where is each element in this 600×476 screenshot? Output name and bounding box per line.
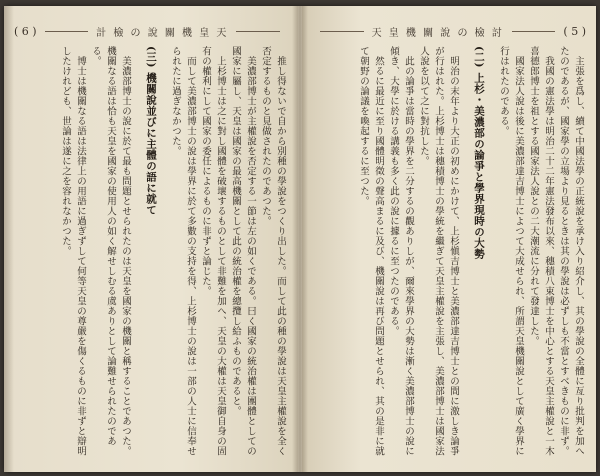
paragraph: 國家法人說は後に美濃部達吉博士によつて大成せられ、所謂天皇機關說として廣く學界に行はれたのである。: [498, 46, 524, 456]
book-spread: [4, 6, 596, 472]
book-gutter: [292, 6, 308, 472]
paragraph: 主張を爲し、續て中國法學の正統說を承け入り紹介し、其の學說の全體に亙り批判を加へたのであるが、國家學の立場より見るときは其の學說は必ずしも不當とすべきものに非ず。: [558, 46, 584, 456]
right-running-title: 天 皇 機 關 說 の 檢 討: [371, 27, 504, 39]
paragraph: 明治の末年より大正の初めにかけて、上杉愼吉博士と美濃部達吉博士との間に激しき論爭が行はれた。上杉博士は穗積博士の學統を繼ぎて天皇主權說を主張し、美濃部博士は國家法人說を以て之に對抗した。: [418, 46, 459, 456]
left-page-text: [14, 46, 288, 462]
header-rule: [45, 31, 89, 32]
left-running-title: 計 檢 の 說 關 機 皇 天: [96, 27, 229, 39]
right-page: [302, 6, 596, 472]
paragraph: 推し得ないで自から別種の學說をつくり出した。而して此の種の學說は天皇主權說を全く否定するものと見做されたのであつた。: [260, 46, 286, 456]
paragraph: 美濃部博士が主權說を否定する一節は左の如くである。曰く國家の統治權は團體としての國家に屬し、天皇は國家の最高機關として此の統治權を總攬し給ふものであると。: [230, 46, 256, 456]
paragraph: 博士は機關なる語は法律上の用語に過ぎずして何等天皇の尊嚴を傷くるものに非ずと辯明したけれども、世論は遂に之を容れなかつた。: [60, 46, 86, 456]
page-edge-shadow: [4, 6, 14, 472]
paragraph: 此の論爭は當時の學界を二分するの觀ありしが、爾來學界の大勢は漸く美濃部博士の說に傾き、大學に於ける講義も多く此の說に據るに至つたのである。: [388, 46, 414, 456]
left-page: [4, 6, 298, 472]
left-page-number: ( 6 ): [14, 24, 37, 38]
section-heading: (三) 機關說並びに主體の語に就て: [145, 46, 157, 216]
section-heading: (二) 上杉・美濃部の論爭と學界現時の大勢: [473, 46, 485, 260]
header-rule: [320, 31, 364, 32]
paragraph: 然るに最近に至り國體明徵の聲高まるに及び、機關說は再び問題とせられ、其の是非に就て朝野の論議を喚起するに至つた。: [358, 46, 384, 456]
left-page-header: [14, 22, 288, 40]
header-rule: [512, 31, 556, 32]
paragraph: 美濃部博士の說に於て最も問題とせられたのは天皇を國家の機關と稱することであつた。機關なる語は恰も天皇を國家の使用人の如く解せしむる虞ありとして論難せられたのである。: [90, 46, 131, 456]
right-page-number: ( 5 ): [563, 24, 586, 38]
header-rule: [236, 31, 280, 32]
paragraph: 而して美濃部博士の說は學界に於て多數の支持を得、上杉博士の說は一部の人士に信奉せられたに過ぎなかつた。: [170, 46, 196, 456]
right-page-header: [312, 22, 586, 40]
paragraph: 我國の憲法學は明治二十二年憲法發布以來、穗積八束博士を中心とする天皇主權說と一木喜德郎博士を祖とする國家法人說との二大潮流に分れて發達した。: [528, 46, 554, 456]
right-page-text: [312, 46, 586, 462]
paragraph: 上杉博士は之に對し國體を破壞するものとして非難を加へ、天皇の大權は天皇御自身の固有の權利にして國家の委任によるものに非ずと論じた。: [200, 46, 226, 456]
